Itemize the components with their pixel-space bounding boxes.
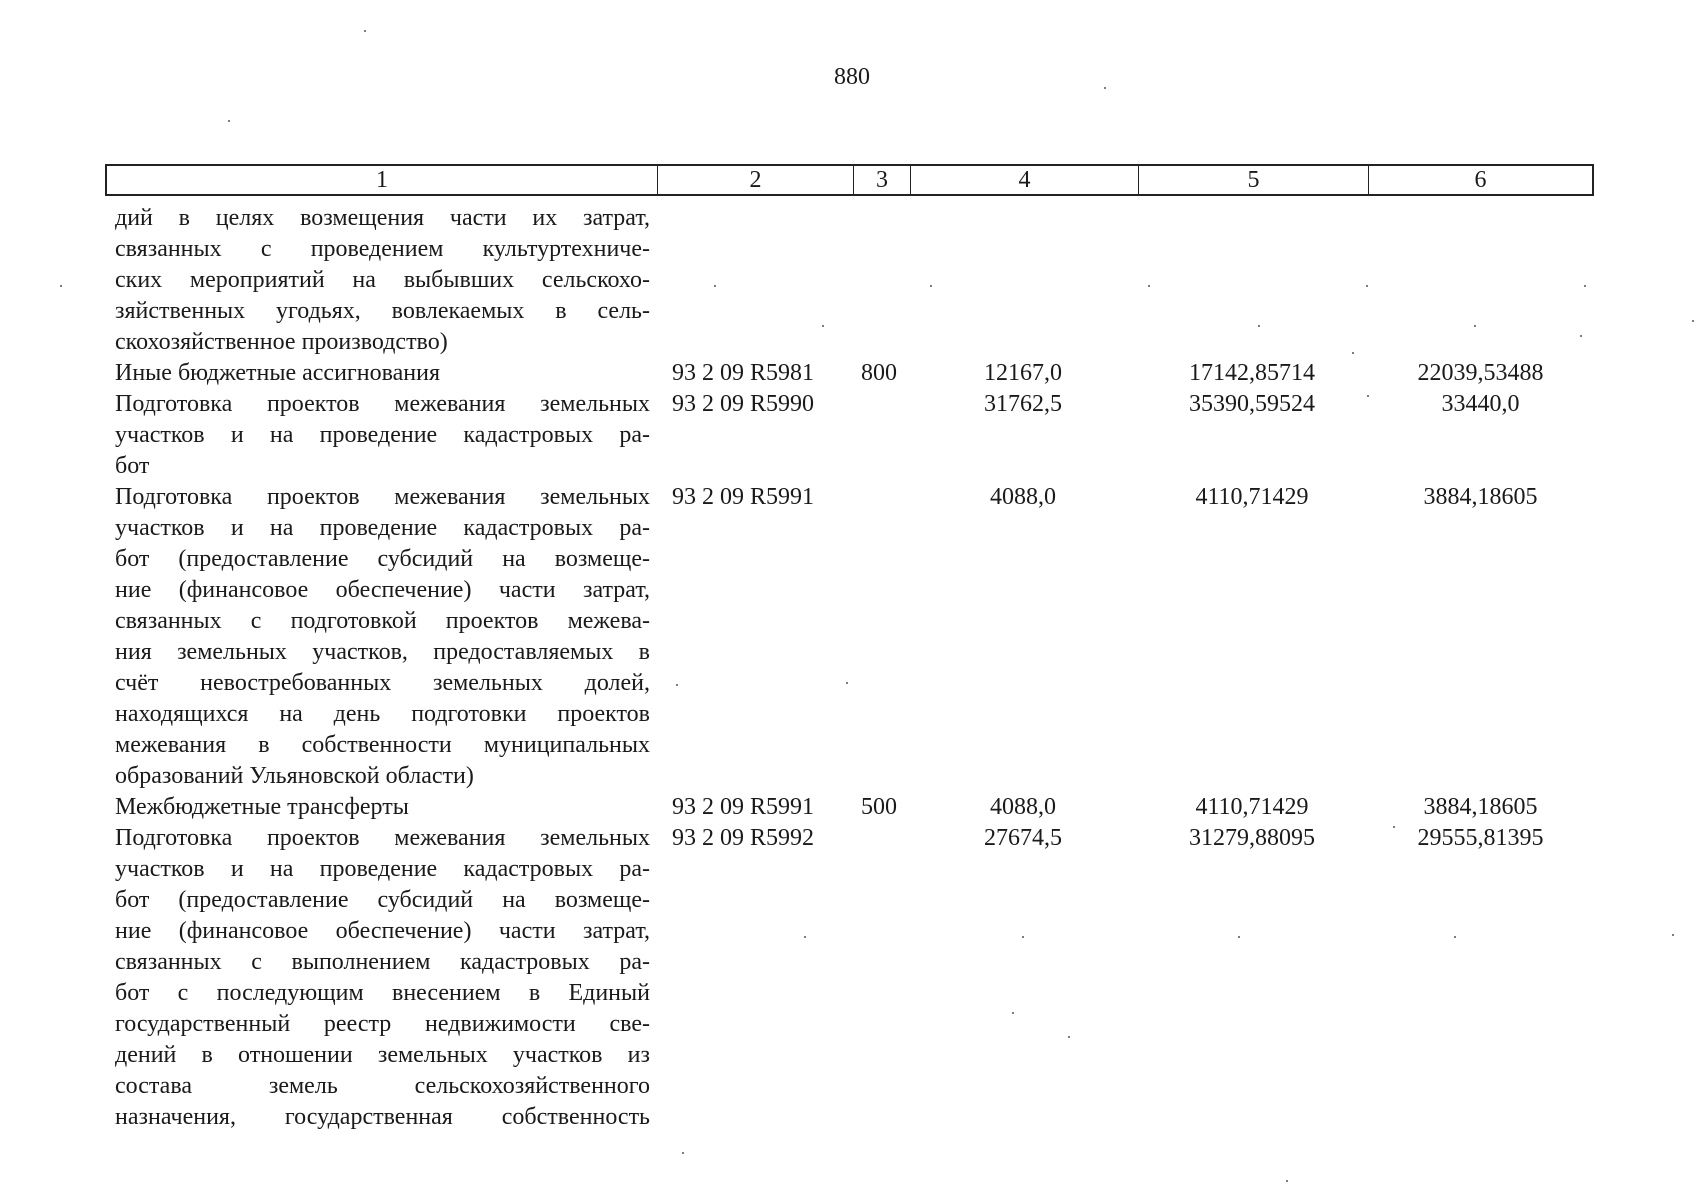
scan-speck <box>676 684 678 686</box>
table-row <box>105 358 1594 389</box>
name-line: ния земельных участков, предоставляемых в <box>115 639 650 665</box>
scan-speck <box>1104 87 1106 89</box>
table-row <box>105 823 1594 1133</box>
row-value-col4: 27674,5 <box>984 825 1062 851</box>
page-number: 880 <box>834 64 870 90</box>
row-value-col6: 22039,53488 <box>1417 360 1544 386</box>
name-line: связанных с проведением культуртехниче- <box>115 236 650 262</box>
name-line: состава земель сельскохозяйственного <box>115 1073 650 1099</box>
row-value-col4: 31762,5 <box>984 391 1062 417</box>
scan-speck <box>1258 325 1260 327</box>
column-header-1: 1 <box>107 166 658 194</box>
name-line: Подготовка проектов межевания земельных <box>115 391 650 417</box>
scan-speck <box>1148 285 1150 287</box>
row-code: 93 2 09 R5981 <box>672 360 815 386</box>
row-value-col5 <box>1137 203 1367 358</box>
name-line: дений в отношении земельных участков из <box>115 1042 650 1068</box>
name-line: находящихся на день подготовки проектов <box>115 701 650 727</box>
name-line: участков и на проведение кадастровых ра- <box>115 856 650 882</box>
row-code: 93 2 09 R5990 <box>672 391 815 417</box>
scan-speck <box>1474 325 1476 327</box>
row-name <box>105 823 656 1133</box>
scan-speck <box>682 1152 684 1154</box>
scan-speck <box>1367 395 1369 397</box>
scan-speck <box>1393 826 1395 828</box>
row-name <box>105 389 656 482</box>
name-line: ние (финансовое обеспечение) части затрат, <box>115 918 650 944</box>
name-line: бот (предоставление субсидий на возмеще- <box>115 887 650 913</box>
row-code: 93 2 09 R5992 <box>672 825 815 851</box>
row-name <box>105 792 656 823</box>
name-line: межевания в собственности муниципальных <box>115 732 650 758</box>
row-value-col5: 4110,71429 <box>1195 484 1309 510</box>
scan-speck <box>1580 335 1582 337</box>
name-line: скохозяйственное производство) <box>115 329 448 355</box>
row-value-col6 <box>1367 203 1594 358</box>
name-line: зяйственных угодьях, вовлекаемых в сель- <box>115 298 650 324</box>
name-line: Подготовка проектов межевания земельных <box>115 484 650 510</box>
name-line: ских мероприятий на выбывших сельскохо- <box>115 267 650 293</box>
scan-speck <box>1366 285 1368 287</box>
name-line: бот <box>115 453 150 479</box>
row-value-col4 <box>909 203 1137 358</box>
row-value-col5: 31279,88095 <box>1189 825 1315 851</box>
row-value-col6: 33440,0 <box>1441 391 1520 417</box>
name-line: связанных с подготовкой проектов межева- <box>115 608 650 634</box>
name-line: ние (финансовое обеспечение) части затрат, <box>115 577 650 603</box>
row-value-col6: 29555,81395 <box>1417 825 1544 851</box>
scan-speck <box>1672 934 1674 936</box>
row-value-col6: 3884,18605 <box>1423 794 1538 820</box>
scan-speck <box>1692 320 1694 322</box>
row-code <box>656 203 852 358</box>
table-body <box>105 203 1594 1133</box>
name-line: связанных с выполнением кадастровых ра- <box>115 949 650 975</box>
row-name <box>105 203 656 358</box>
name-line: участков и на проведение кадастровых ра- <box>115 515 650 541</box>
scan-speck <box>804 936 806 938</box>
scan-speck <box>1286 1180 1288 1182</box>
scan-speck <box>1238 936 1240 938</box>
name-line: бот (предоставление субсидий на возмеще- <box>115 546 650 572</box>
row-value-col5: 35390,59524 <box>1189 391 1315 417</box>
name-line: Иные бюджетные ассигнования <box>115 360 440 386</box>
scan-speck <box>714 285 716 287</box>
column-header-4: 4 <box>911 166 1139 194</box>
name-line: Подготовка проектов межевания земельных <box>115 825 650 851</box>
row-value-col6: 3884,18605 <box>1423 484 1538 510</box>
scan-speck <box>228 120 230 122</box>
row-value-col5: 17142,85714 <box>1189 360 1315 386</box>
row-code: 93 2 09 R5991 <box>672 484 815 510</box>
table-row <box>105 482 1594 792</box>
row-value-col4: 4088,0 <box>990 484 1056 510</box>
scan-speck <box>846 682 848 684</box>
column-header-6: 6 <box>1474 167 1487 193</box>
scan-speck <box>1022 936 1024 938</box>
row-expense-type <box>852 389 909 482</box>
table-row <box>105 792 1594 823</box>
scan-speck <box>1068 1036 1070 1038</box>
name-line: назначения, государственная собственность <box>115 1104 650 1130</box>
scan-speck <box>1584 285 1586 287</box>
row-value-col4: 4088,0 <box>990 794 1056 820</box>
table-row <box>105 203 1594 358</box>
row-value-col4: 12167,0 <box>984 360 1062 386</box>
row-code: 93 2 09 R5991 <box>672 794 815 820</box>
scan-speck <box>822 325 824 327</box>
row-expense-type <box>852 203 909 358</box>
scan-speck <box>1454 936 1456 938</box>
table-header <box>105 164 1594 196</box>
name-line: счёт невостребованных земельных долей, <box>115 670 650 696</box>
column-header-3: 3 <box>854 166 911 194</box>
scan-speck <box>1012 1012 1014 1014</box>
name-line: Межбюджетные трансферты <box>115 794 409 820</box>
row-expense-type <box>852 482 909 792</box>
scan-speck <box>1352 352 1354 354</box>
row-expense-type <box>852 823 909 1133</box>
scan-speck <box>930 285 932 287</box>
name-line: образований Ульяновской области) <box>115 763 474 789</box>
name-line: бот с последующим внесением в Единый <box>115 980 650 1006</box>
table-row <box>105 389 1594 482</box>
scan-speck <box>60 285 62 287</box>
column-header-2: 2 <box>658 166 854 194</box>
row-name <box>105 358 656 389</box>
row-expense-type: 500 <box>861 794 897 820</box>
name-line: участков и на проведение кадастровых ра- <box>115 422 650 448</box>
row-expense-type: 800 <box>861 360 897 386</box>
name-line: дий в целях возмещения части их затрат, <box>115 205 650 231</box>
scan-speck <box>364 30 366 32</box>
row-name <box>105 482 656 792</box>
column-header-5: 5 <box>1139 166 1369 194</box>
row-value-col5: 4110,71429 <box>1195 794 1309 820</box>
name-line: государственный реестр недвижимости све- <box>115 1011 650 1037</box>
